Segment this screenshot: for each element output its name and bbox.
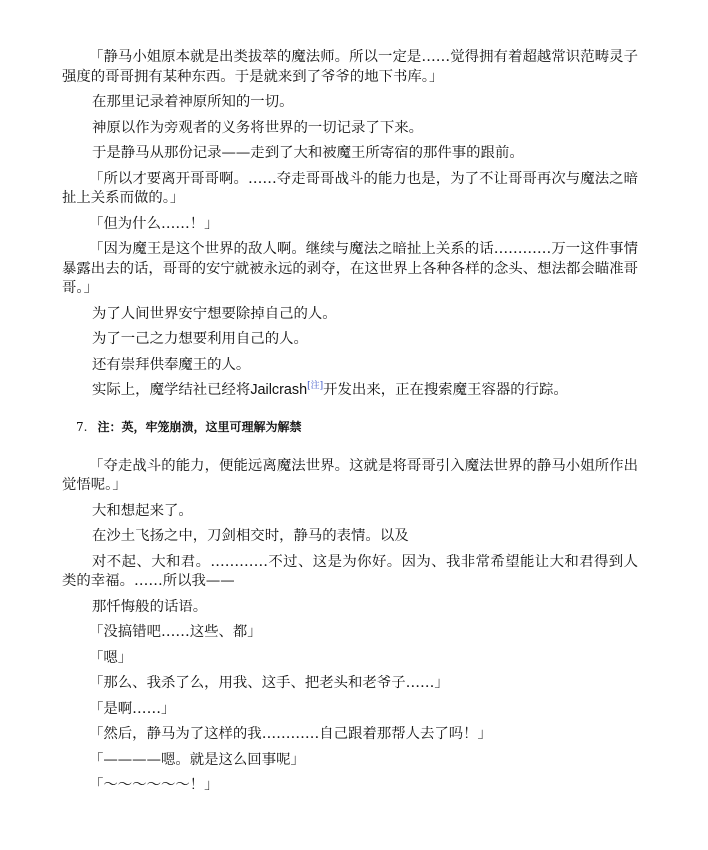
paragraph: 「没搞错吧……这些、都」 (89, 624, 262, 640)
paragraph: 在那里记录着神原所知的一切。 (92, 94, 294, 110)
paragraph: 为了人间世界安宁想要除掉自己的人。 (92, 305, 337, 322)
paragraph: 那忏悔般的话语。 (92, 598, 208, 615)
paragraph: 「因为魔王是这个世界的敌人啊。继续与魔法之暗扯上关系的话…………万一这件事情暴露出去的话，哥哥的安宁就被永远的剥夺，在这世界上各种各样的念头、想法都会瞄准哥哥。」 (62, 241, 638, 296)
paragraph: 「那么、我杀了么，用我、这手、把老头和老爷子……」 (89, 675, 449, 691)
paragraph: 「所以才要离开哥哥啊。……夺走哥哥战斗的能力也是，为了不让哥哥再次与魔法之暗扯上关系而做的。」 (62, 170, 638, 206)
paragraph: 为了一己之力想要利用自己的人。 (92, 331, 308, 347)
paragraph: 「～～～～～～！」 (89, 777, 219, 793)
paragraph-text-before: 实际上，魔学结社已经将 (92, 382, 251, 398)
paragraph: 「然后，静马为了这样的我…………自己跟着那帮人去了吗！」 (89, 726, 492, 742)
paragraph: 于是静马从那份记录——走到了大和被魔王所寄宿的那件事的跟前。 (92, 145, 524, 161)
footnote (76, 419, 638, 435)
paragraph-group-bottom (62, 457, 638, 796)
jailcrash-term: Jailcrash (250, 382, 308, 398)
paragraph: 「但为什么……！」 (89, 215, 219, 232)
book-page (62, 48, 638, 802)
paragraph: 「嗯」 (89, 649, 133, 666)
paragraph-text-after: 开发出来，正在搜索魔王容器的行踪。 (323, 382, 568, 398)
footnote-number: 7. (76, 419, 88, 434)
paragraph: 还有崇拜供奉魔王的人。 (92, 356, 251, 373)
paragraph: 大和想起来了。 (92, 502, 193, 519)
footnote-reference-link[interactable]: [注] (307, 381, 324, 391)
paragraph: 「是啊……」 (89, 700, 176, 717)
paragraph: 「夺走战斗的能力，便能远离魔法世界。这就是将哥哥引入魔法世界的静马小姐所作出觉悟呢。」 (62, 457, 638, 493)
paragraph-group-top (62, 48, 638, 401)
paragraph: 在沙土飞扬之中，刀剑相交时，静马的表情。以及 (92, 528, 409, 544)
paragraph-jailcrash (62, 381, 638, 401)
paragraph: 对不起、大和君。…………不过、这是为你好。因为、我非常希望能让大和君得到人类的幸福。……所以我—— (62, 553, 638, 589)
paragraph: 神原以作为旁观者的义务将世界的一切记录了下来。 (92, 119, 423, 136)
paragraph: 「————嗯。就是这么回事呢」 (89, 751, 305, 768)
paragraph: 「静马小姐原本就是出类拔萃的魔法师。所以一定是……觉得拥有着超越常识范畴灵子强度的哥哥拥有某种东西。于是就来到了爷爷的地下书库。」 (62, 49, 638, 85)
footnote-text: 注：英，牢笼崩溃，这里可理解为解禁 (97, 419, 302, 434)
